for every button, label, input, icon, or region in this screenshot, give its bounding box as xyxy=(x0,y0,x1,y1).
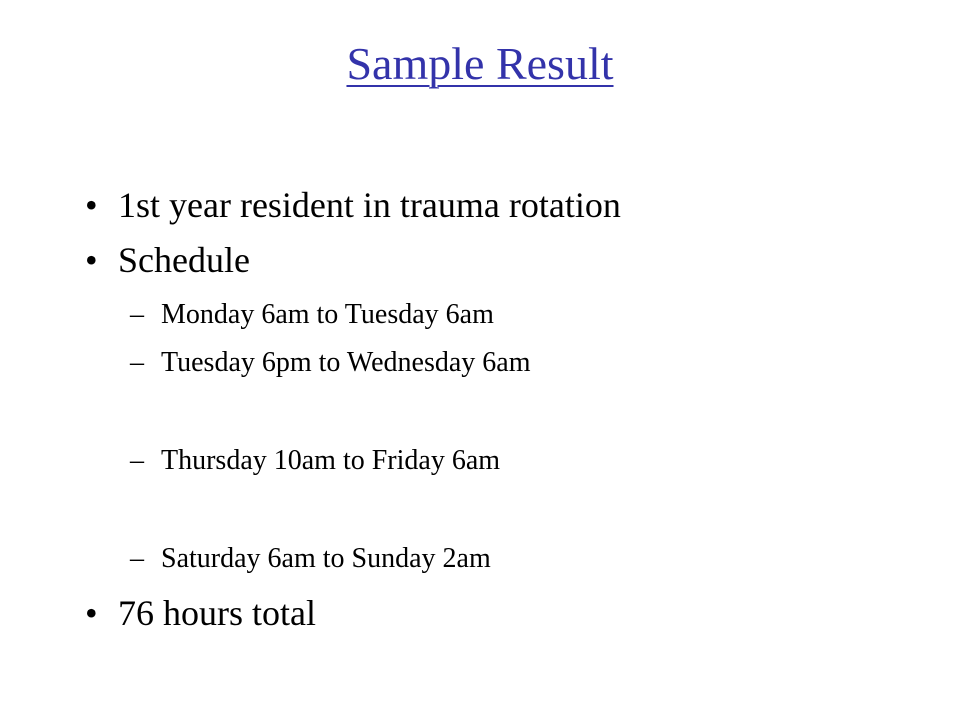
schedule-item-text: Thursday 10am to Friday 6am xyxy=(161,445,501,476)
bullet-marker: • xyxy=(85,185,98,225)
schedule-item-text: Tuesday 6pm to Wednesday 6am xyxy=(161,347,531,378)
schedule-item-text: Saturday 6am to Sunday 2am xyxy=(161,543,491,574)
sub-bullet-marker: – xyxy=(130,445,144,476)
bullet-text-schedule: Schedule xyxy=(118,240,250,280)
sub-bullet-marker: – xyxy=(130,543,144,574)
bullet-text-resident: 1st year resident in trauma rotation xyxy=(118,185,621,225)
bullet-marker: • xyxy=(85,240,98,280)
bullet-marker: • xyxy=(85,593,98,633)
bullet-text-total: 76 hours total xyxy=(118,593,316,633)
schedule-item-text: Monday 6am to Tuesday 6am xyxy=(161,299,494,330)
sub-bullet-marker: – xyxy=(130,347,144,378)
slide-title: Sample Result xyxy=(346,38,614,89)
sub-bullet-marker: – xyxy=(130,299,144,330)
